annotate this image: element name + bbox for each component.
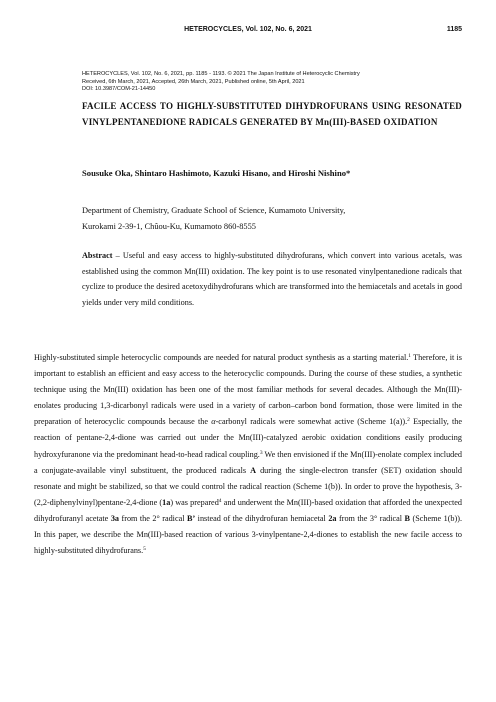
reference-marker: 1 <box>408 353 412 359</box>
affiliation <box>82 203 462 235</box>
body-text: Especially, the reaction of pentane-2,4-dione was carried out under the Mn(III)-catalyzed aerobic oxidation conditions easily producing hydroxyfuranone via the predominant head-to-head radical coupling. <box>34 417 463 459</box>
reference-marker: 3 <box>259 449 263 456</box>
body-text: from the 2° radical <box>119 513 187 523</box>
body-text: (Scheme 1(b)). In this paper, we describe the Mn(III)-based reaction of various 3-vinylpentane-2,4-diones to establish the new facile access to highly-substituted dihydrofurans. <box>34 513 463 556</box>
page-number: 1185 <box>446 26 462 33</box>
affiliation-line-2: Kurokami 2-39-1, Chûou-Ku, Kumamoto 860-8555 <box>82 222 256 231</box>
abstract-text: – Useful and easy access to highly-substituted dihydrofurans, which convert into various acetals, was established using the common Mn(III) oxidation. The key point is to use resonated vinylpentanedione radicals that cyclize to produce the desired acetoxydihydrofurans which are transformed into the hemiacetals and acetals in good yields under very mild conditions. <box>82 251 462 307</box>
meta-dates: Received, 6th March, 2021, Accepted, 26th March, 2021, Published online, 5th April, 2021 <box>82 78 305 85</box>
compound-label: B <box>404 513 410 523</box>
reference-marker: 4 <box>218 497 222 504</box>
paper-title: FACILE ACCESS TO HIGHLY-SUBSTITUTED DIHYDROFURANS USING RESONATED VINYLPENTANEDIONE RADICALS GENERATED BY Mn(III)-BASED OXIDATION <box>82 101 462 127</box>
body-text: and underwent the Mn(III)-based oxidation that afforded the unexpected dihydrofuranyl acetate <box>34 497 462 523</box>
reference-marker: 5 <box>143 546 146 553</box>
affiliation-line-1: Department of Chemistry, Graduate School of Science, Kumamoto University, <box>82 206 346 215</box>
meta-citation: HETEROCYCLES, Vol. 102, No. 6, 2021, pp. 1185 - 1193. © 2021 The Japan Institute of Heterocyclic Chemistry <box>82 71 360 77</box>
reference-marker: 2 <box>407 417 410 424</box>
body-text: We then envisioned if the Mn(III)-enolate complex included a conjugate-available vinyl substituent, the produced radicals <box>34 449 462 475</box>
journal-header: HETEROCYCLES, Vol. 102, No. 6, 2021 <box>184 26 312 33</box>
body-text: during the single-electron transfer (SET) oxidation should resonate and might be stabilized, so that we could control the radical reaction (Scheme 1(b)). In order to prove the hypothesis, 3-(2,2-diphenylvinyl)pentane-2,4-dione ( <box>34 465 462 507</box>
body-text: Highly-substituted simple heterocyclic compounds are needed for natural product synthesis as a starting material. <box>34 353 409 362</box>
compound-label: 2a <box>328 513 337 523</box>
running-header <box>0 26 496 38</box>
abstract-label: Abstract <box>82 251 113 260</box>
author-list: Sousuke Oka, Shintaro Hashimoto, Kazuki Hisano, and Hiroshi Nishino* <box>82 168 351 178</box>
body-text: instead of the dihydrofuran hemiacetal <box>195 513 329 523</box>
compound-label: 1a <box>162 497 171 507</box>
compound-label: 3a <box>110 513 119 523</box>
publication-meta <box>82 71 462 94</box>
body-text: -carbonyl radicals were somewhat active (Scheme 1(a)). <box>215 417 408 427</box>
compound-label: A <box>250 465 257 475</box>
body-paragraph <box>34 350 462 559</box>
body-text: ) was prepared <box>170 497 219 507</box>
abstract <box>82 248 462 310</box>
body-text: Therefore, it is important to establish an efficient and easy access to the heterocyclic compounds. During the course of these studies, a synthetic technique using the Mn(III) oxidation has been one of the most familiar methods for several decades. Although the Mn(III)-enolates producing 1,3-dicarbonyl radicals were used in a variety of carbon–carbon bond formation, those were limited in the preparation of heterocyclic compounds because the <box>34 353 462 427</box>
meta-doi: DOI: 10.3987/COM-21-14450 <box>82 86 156 93</box>
compound-label: B’ <box>187 513 196 523</box>
body-text: from the 3° radical <box>336 513 405 523</box>
alpha-symbol: α <box>211 417 216 427</box>
